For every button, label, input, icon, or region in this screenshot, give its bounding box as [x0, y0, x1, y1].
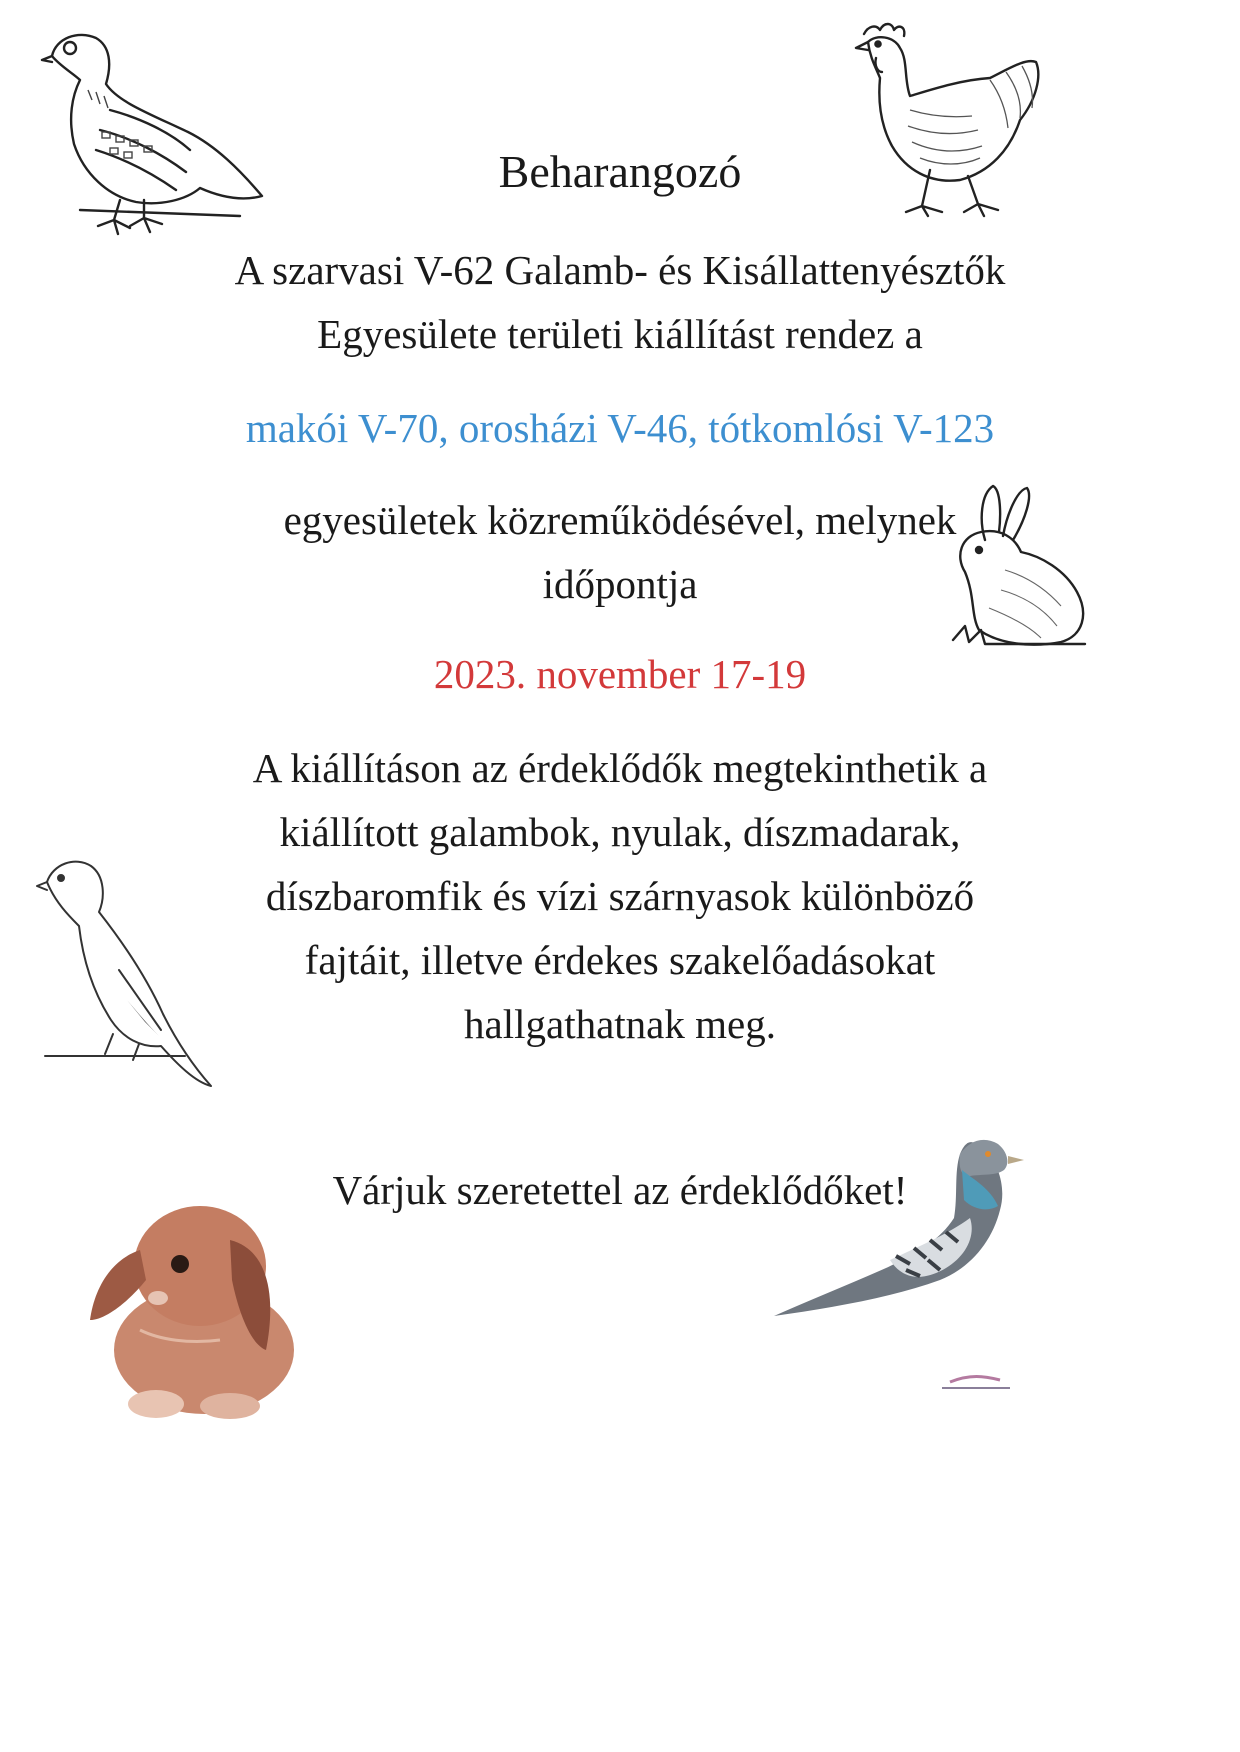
page-title: Beharangozó — [498, 146, 742, 197]
pigeon-sketch-icon — [40, 20, 270, 245]
closing-line: Várjuk szeretettel az érdeklődőket! — [332, 1167, 908, 1213]
cooperation-line-1: egyesületek közreműködésével, melynek — [283, 497, 957, 543]
description-line-3: díszbaromfik és vízi szárnyasok különböző — [265, 873, 975, 919]
cooperation-line-2: időpontja — [542, 561, 698, 607]
description-line-5: hallgathatnak meg. — [464, 1001, 776, 1047]
description-line-2: kiállított galambok, nyulak, díszmadarak, — [279, 809, 961, 855]
partner-clubs: makói V-70, orosházi V-46, tótkomlósi V-123 — [245, 405, 995, 451]
description-line-4: fajtáit, illetve érdekes szakelőadásokat — [304, 937, 936, 983]
event-date: 2023. november 17-19 — [433, 651, 807, 697]
intro-line-1: A szarvasi V-62 Galamb- és Kisállattenyésztők — [234, 247, 1006, 293]
intro-line-2: Egyesülete területi kiállítást rendez a — [317, 311, 923, 357]
description-line-1: A kiállításon az érdeklődők megtekinthetik a — [252, 745, 988, 791]
